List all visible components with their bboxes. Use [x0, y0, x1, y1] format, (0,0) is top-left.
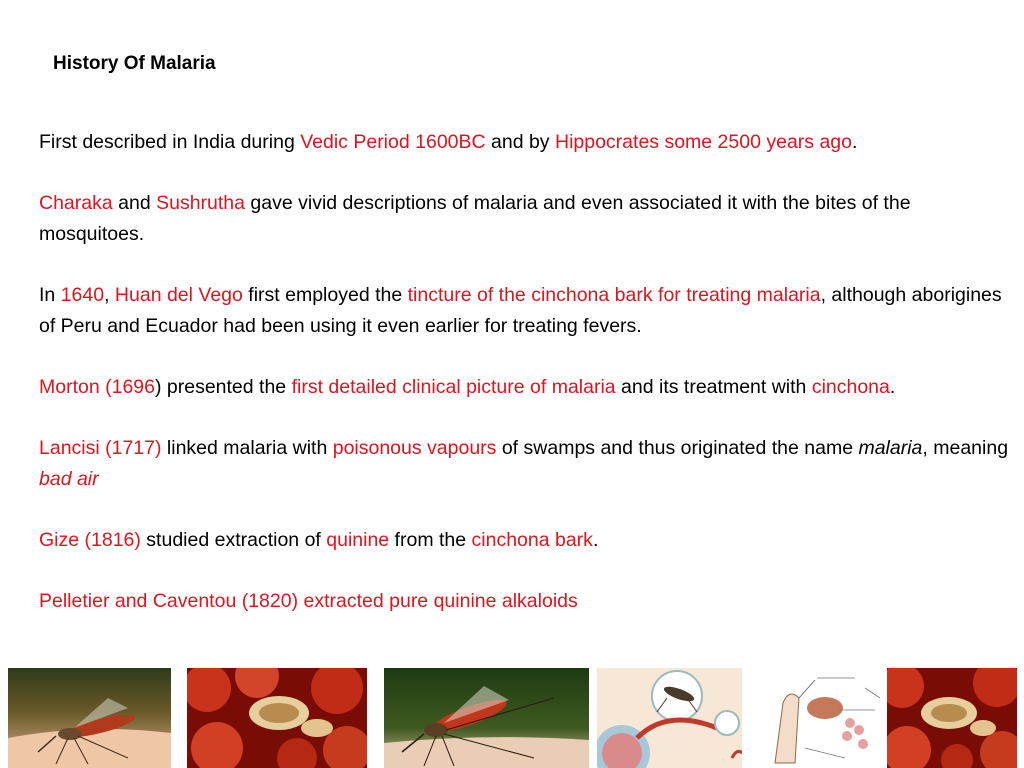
text-span: and	[112, 192, 157, 214]
highlight-span: Charaka	[39, 192, 113, 214]
paragraph-vedic	[39, 127, 1019, 158]
highlight-span: Gize (1816)	[39, 529, 141, 551]
highlight-span: Lancisi (1717)	[39, 437, 162, 459]
highlight-span: Sushrutha	[156, 192, 245, 214]
paragraph-1640	[39, 280, 1019, 342]
paragraph-gize	[39, 525, 1019, 556]
highlight-span: Huan del Vego	[114, 284, 243, 306]
text-span: studied extraction of	[140, 529, 327, 551]
text-span: First described in India during	[39, 131, 301, 153]
mosquito-lifecycle-illustration	[597, 668, 742, 768]
highlight-span: Morton (1696	[39, 376, 155, 398]
paragraph-lancisi	[39, 433, 1019, 495]
text-span: and by	[485, 131, 555, 153]
slide-body	[39, 127, 1019, 647]
text-span: , although aborigines of Peru and Ecuador had been using it even earlier for treating fevers.	[39, 284, 1002, 337]
mosquito-on-skin-photo	[8, 668, 171, 768]
paragraph-charaka	[39, 188, 1019, 250]
text-span: ,	[104, 284, 115, 306]
malaria-lifecycle-diagram	[755, 668, 885, 768]
text-span: .	[592, 529, 599, 551]
red-blood-cells-parasite-photo	[187, 668, 367, 768]
highlight-span: cinchona bark	[471, 529, 593, 551]
text-span: of swamps and thus originated the name	[496, 437, 859, 459]
slide-title: History Of Malaria	[53, 53, 216, 74]
highlight-span: Hippocrates some 2500 years ago	[554, 131, 852, 153]
text-span: and its treatment with	[615, 376, 812, 398]
highlight-span: first detailed clinical picture of malaria	[291, 376, 616, 398]
red-blood-cells-parasite-photo	[887, 668, 1017, 768]
text-span: first employed the	[242, 284, 408, 306]
paragraph-morton	[39, 372, 1019, 403]
highlight-span: 1640	[60, 284, 105, 306]
highlight-italic-span: bad air	[39, 468, 99, 490]
text-span: .	[852, 131, 858, 153]
paragraph-pelletier	[39, 586, 1019, 617]
highlight-span: cinchona	[811, 376, 890, 398]
text-span: gave vivid descriptions of malaria and even associated it with the bites of the mosquitoes.	[39, 192, 911, 245]
highlight-span: Vedic Period 1600BC	[300, 131, 486, 153]
text-span: ) presented the	[154, 376, 292, 398]
text-span: linked malaria with	[161, 437, 333, 459]
highlight-span: quinine	[326, 529, 390, 551]
highlight-span: Pelletier and Caventou (1820) extracted pure quinine alkaloids	[39, 590, 578, 612]
text-span: from the	[389, 529, 472, 551]
mosquito-feeding-photo	[384, 668, 589, 768]
text-span: , meaning	[922, 437, 1009, 459]
text-span: .	[889, 376, 896, 398]
highlight-span: poisonous vapours	[332, 437, 497, 459]
highlight-span: tincture of the cinchona bark for treating malaria	[407, 284, 821, 306]
italic-span: malaria	[858, 437, 923, 459]
text-span: In	[39, 284, 61, 306]
